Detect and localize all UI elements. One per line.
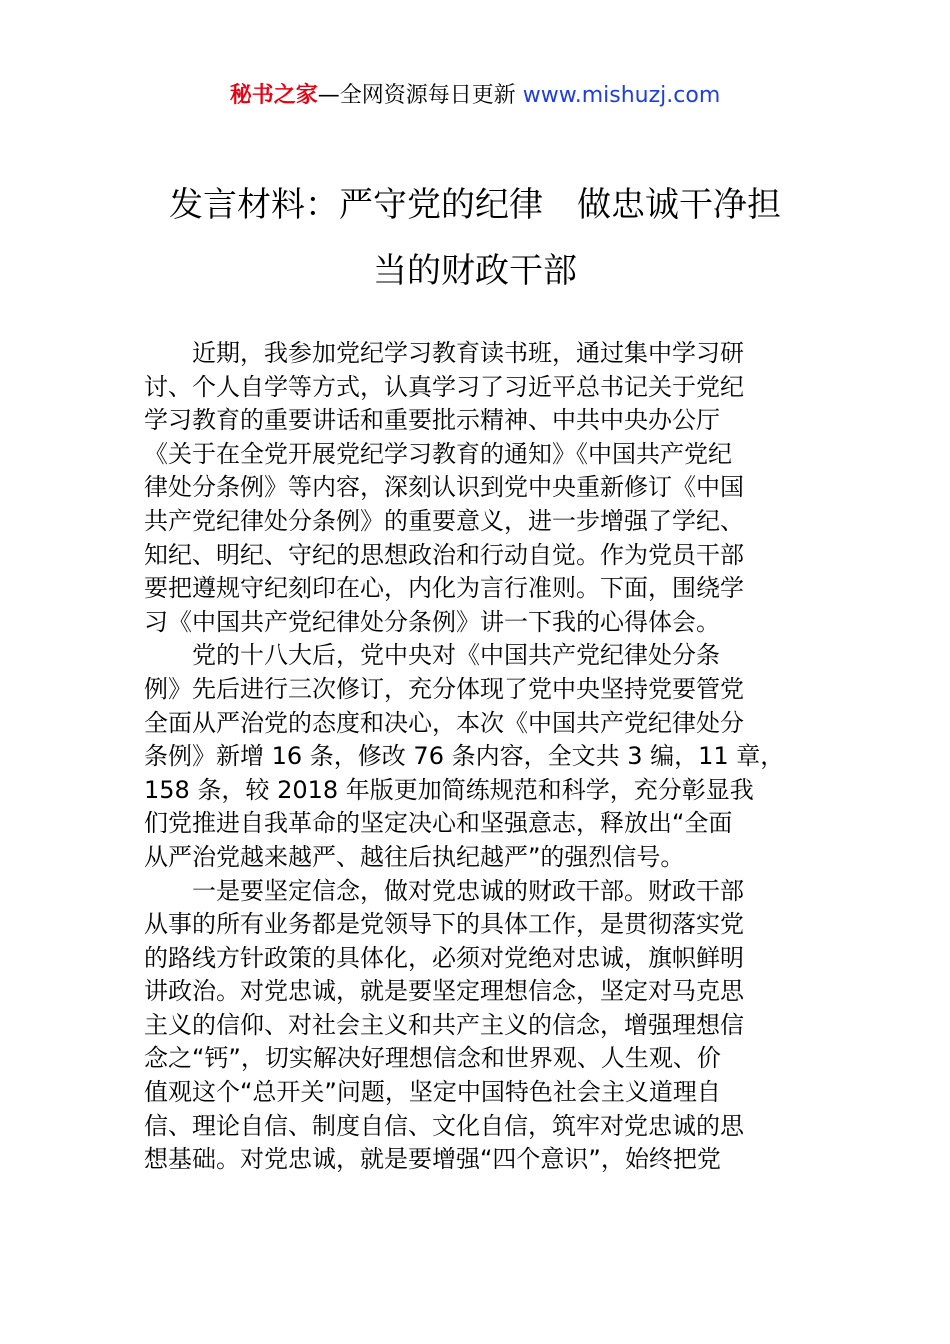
body-line: 从严治党越来越严、越往后执纪越严”的强烈信号。 (144, 842, 685, 871)
document-title (120, 172, 830, 304)
header-separator: — (317, 83, 340, 108)
body-line: 全面从严治党的态度和决心，本次《中国共产党纪律处分 (144, 708, 744, 737)
body-line: 们党推进自我革命的坚定决心和坚强意志，释放出“全面 (144, 809, 733, 838)
body-line: 讲政治。对党忠诚，就是要坚定理想信念，坚定对马克思 (144, 977, 744, 1006)
body-line: 《关于在全党开展党纪学习教育的通知》《中国共产党纪 (144, 439, 732, 468)
title-line-2: 当的财政干部 (373, 251, 577, 291)
body-line: 共产党纪律处分条例》的重要意义，进一步增强了学纪、 (144, 506, 744, 535)
body-line: 党的十八大后，党中央对《中国共产党纪律处分条 (192, 641, 720, 670)
document-body (144, 337, 834, 1177)
body-line: 主义的信仰、对社会主义和共产主义的信念，增强理想信 (144, 1010, 744, 1039)
body-line: 信、理论自信、制度自信、文化自信，筑牢对党忠诚的思 (144, 1111, 744, 1140)
body-line: 讨、个人自学等方式，认真学习了习近平总书记关于党纪 (144, 372, 744, 401)
header-slogan: 全网资源每日更新 (339, 83, 516, 108)
body-line: 知纪、明纪、守纪的思想政治和行动自觉。作为党员干部 (144, 540, 744, 569)
body-line: 学习教育的重要讲话和重要批示精神、中共中央办公厅 (144, 406, 720, 435)
body-line: 习《中国共产党纪律处分条例》讲一下我的心得体会。 (144, 607, 720, 636)
site-header (0, 80, 950, 112)
body-line: 近期，我参加党纪学习教育读书班，通过集中学习研 (192, 339, 744, 367)
body-line: 律处分条例》等内容，深刻认识到党中央重新修订《中国 (144, 473, 744, 502)
body-line: 条例》新增 16 条，修改 76 条内容，全文共 3 编，11 章， (144, 742, 785, 771)
brand-name: 秘书之家 (229, 83, 318, 108)
body-line: 158 条，较 2018 年版更加简练规范和科学，充分彰显我 (144, 775, 754, 804)
body-line: 念之“钙”，切实解决好理想信念和世界观、人生观、价 (144, 1044, 721, 1073)
body-line: 要把遵规守纪刻印在心，内化为言行准则。下面，围绕学 (144, 574, 744, 603)
title-line-1: 发言材料：严守党的纪律 做忠诚干净担 (169, 185, 781, 225)
body-line: 的路线方针政策的具体化，必须对党绝对忠诚，旗帜鲜明 (144, 943, 744, 972)
body-line: 值观这个“总开关”问题，坚定中国特色社会主义道理自 (144, 1078, 721, 1107)
body-line: 例》先后进行三次修订，充分体现了党中央坚持党要管党 (144, 674, 744, 703)
body-line: 从事的所有业务都是党领导下的具体工作，是贯彻落实党 (144, 910, 744, 939)
site-url-link[interactable]: www.mishuzj.com (522, 83, 721, 108)
body-line: 想基础。对党忠诚，就是要增强“四个意识”，始终把党 (144, 1145, 721, 1174)
body-line: 一是要坚定信念，做对党忠诚的财政干部。财政干部 (192, 876, 744, 905)
